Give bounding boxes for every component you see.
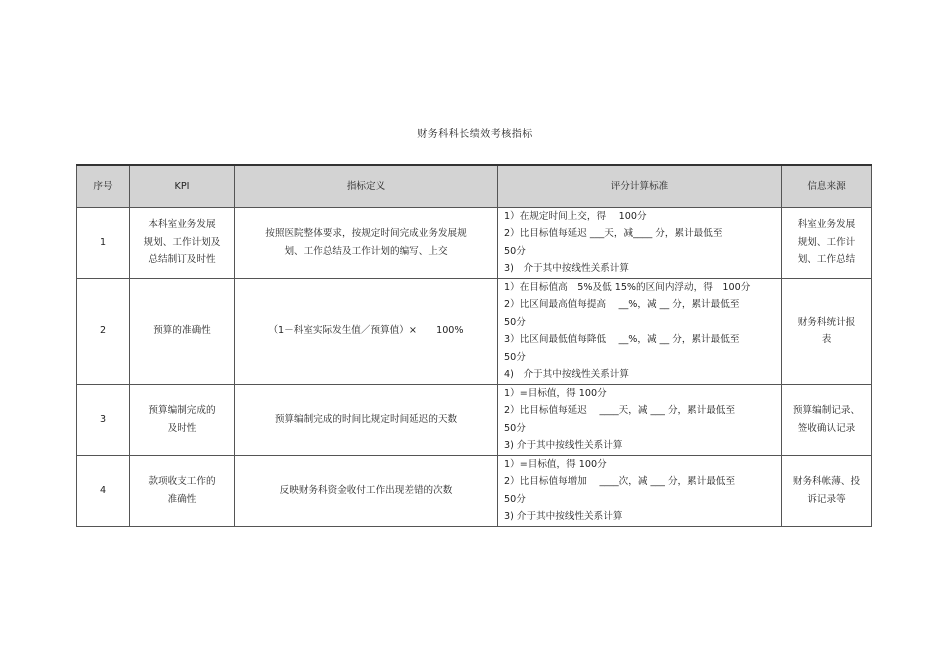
cell-kpi	[130, 207, 235, 278]
cell-text: 4) 介于其中按线性关系计算	[504, 369, 629, 380]
cell-seq: 3	[77, 384, 130, 455]
cell-source	[782, 207, 872, 278]
cell-criteria	[498, 278, 782, 384]
cell-criteria	[498, 207, 782, 278]
cell-kpi	[130, 278, 235, 384]
cell-source	[782, 455, 872, 526]
cell-definition	[235, 278, 498, 384]
cell-kpi	[130, 455, 235, 526]
cell-definition	[235, 207, 498, 278]
cell-text: 签收确认记录	[797, 422, 856, 434]
cell-text: 2）比区间最高值每提高 __%，减 __ 分，累计最低至	[504, 299, 740, 310]
cell-text: 50分	[504, 422, 526, 434]
cell-text: 2）比目标值每增加 ____次，减 ___ 分，累计最低至	[504, 476, 736, 487]
table-header-row	[77, 165, 872, 207]
cell-text: 准确性	[167, 493, 197, 505]
cell-text: 款项收支工作的	[148, 476, 216, 487]
table-row	[77, 384, 872, 455]
cell-text: 预算编制完成的时间比规定时间延迟的天数	[274, 413, 458, 425]
cell-seq: 2	[77, 278, 130, 384]
cell-text: 预算的准确性	[153, 325, 211, 337]
kpi-table	[76, 164, 872, 527]
cell-text: 划、工作总结	[797, 254, 856, 266]
cell-text: 科室业务发展	[797, 219, 856, 231]
cell-text: 3) 介于其中按线性关系计算	[504, 511, 623, 522]
cell-definition	[235, 455, 498, 526]
cell-text: 总结制订及时性	[148, 254, 216, 266]
cell-text: 及时性	[167, 422, 197, 434]
cell-text: 1）在目标值高 5%及低 15%的区间内浮动，得 100分	[504, 281, 751, 293]
cell-text: 50分	[504, 316, 526, 328]
cell-source	[782, 384, 872, 455]
cell-text: 按照医院整体要求，按规定时间完成业务发展规	[265, 228, 467, 239]
cell-text: 2）比目标值每延迟 ___天，减____ 分，累计最低至	[504, 228, 723, 239]
cell-text: 3) 介于其中按线性关系计算	[504, 263, 629, 274]
cell-text: 预算编制完成的	[148, 405, 216, 416]
cell-text: 1）=目标值，得 100分	[504, 387, 607, 399]
document-title: 财务科科长绩效考核指标	[417, 129, 533, 140]
cell-text: 1）=目标值，得 100分	[504, 458, 607, 470]
header-definition: 指标定义	[235, 165, 498, 207]
cell-text: 规划、工作计	[797, 236, 856, 248]
cell-text: 反映财务科资金收付工作出现差错的次数	[279, 484, 453, 496]
cell-seq: 4	[77, 455, 130, 526]
cell-text: 预算编制记录、	[792, 405, 861, 416]
cell-text: 财务科帐薄、投	[792, 476, 861, 487]
cell-text: 诉记录等	[807, 493, 846, 505]
cell-source	[782, 278, 872, 384]
cell-text: 50分	[504, 493, 526, 505]
table-row	[77, 278, 872, 384]
cell-criteria	[498, 384, 782, 455]
cell-text: 财务科统计报	[797, 316, 856, 328]
cell-criteria	[498, 455, 782, 526]
cell-definition	[235, 384, 498, 455]
cell-text: 2）比目标值每延迟 ____天，减 ___ 分，累计最低至	[504, 405, 736, 416]
cell-text: 本科室业务发展	[148, 219, 216, 231]
header-source: 信息来源	[782, 165, 872, 207]
header-criteria: 评分计算标准	[498, 165, 782, 207]
cell-text: 50分	[504, 245, 526, 257]
cell-text: 3) 介于其中按线性关系计算	[504, 440, 623, 451]
cell-kpi	[130, 384, 235, 455]
cell-text: 50分	[504, 351, 526, 363]
cell-text: 划、工作总结及工作计划的编写、上交	[284, 245, 448, 257]
cell-text: 3）比区间最低值每降低 __%，减 __ 分，累计最低至	[504, 334, 740, 345]
cell-text: 规划、工作计划及	[143, 236, 221, 248]
header-seq: 序号	[77, 165, 130, 207]
table-row	[77, 207, 872, 278]
table-row	[77, 455, 872, 526]
cell-text: 1）在规定时间上交，得 100分	[504, 210, 647, 222]
cell-seq: 1	[77, 207, 130, 278]
header-kpi: KPI	[130, 165, 235, 207]
cell-text: 表	[821, 334, 832, 345]
cell-text: （1－科室实际发生值／预算值）× 100%	[268, 325, 464, 337]
